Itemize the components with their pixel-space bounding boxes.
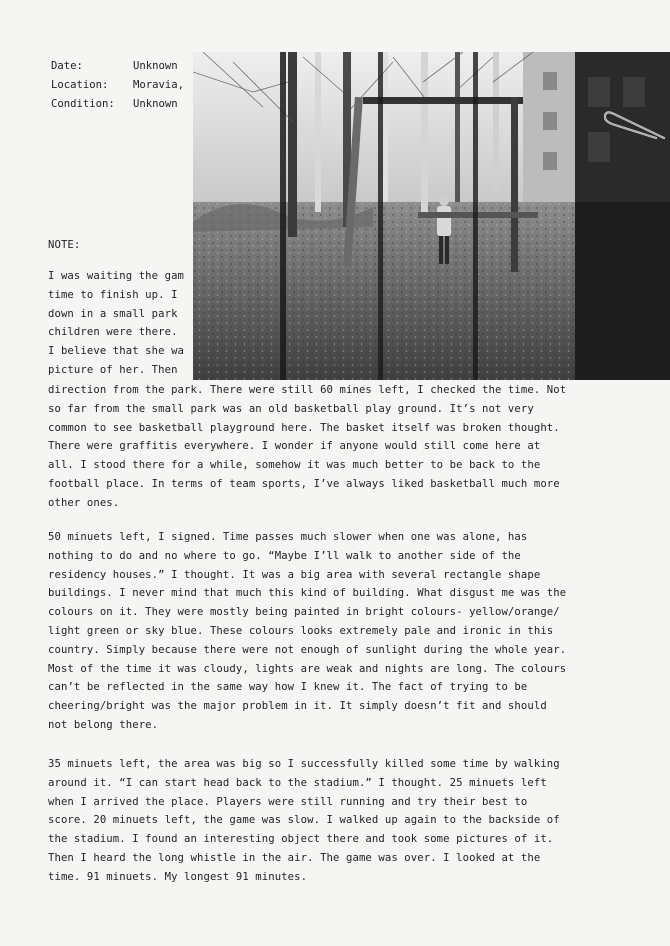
text-line: around it. “I can start head back to the stadium.” I thought. 25 minuets left bbox=[48, 776, 547, 789]
paperclip-icon bbox=[604, 108, 670, 142]
text-line: nothing to do and no where to go. “Maybe I’ll walk to another side of the bbox=[48, 549, 521, 562]
text-line: Then I heard the long whistle in the air. The game was over. I looked at the bbox=[48, 851, 541, 864]
text-line: when I arrived the place. Players were still running and try their best to bbox=[48, 795, 528, 808]
photo-illustration bbox=[193, 52, 670, 380]
meta-key: Date: bbox=[51, 60, 83, 72]
meta-key: Location: bbox=[51, 79, 109, 91]
paragraph-stadium bbox=[48, 755, 633, 887]
text-line: football place. In terms of team sports, I’ve always liked basketball much more bbox=[48, 477, 560, 490]
text-line: not belong there. bbox=[48, 718, 159, 731]
text-line: cheering/bright was the major problem in it. It simply doesn’t fit and should bbox=[48, 700, 547, 713]
text-line: down in a small park bbox=[48, 307, 178, 320]
meta-location bbox=[51, 76, 184, 95]
intro-paragraph bbox=[48, 267, 193, 380]
text-line: can’t be reflected in the same way how I knew it. The fact of trying to be bbox=[48, 681, 528, 694]
text-line: so far from the small park was an old basketball play ground. It’s not very bbox=[48, 402, 534, 415]
text-line: picture of her. Then bbox=[48, 363, 178, 376]
text-line: Most of the time it was cloudy, lights are weak and nights are long. The colours bbox=[48, 662, 567, 675]
park-photograph bbox=[193, 52, 670, 380]
paragraph-basketball bbox=[48, 381, 633, 513]
text-line: colours on it. They were mostly being painted in bright colours- yellow/orange/ bbox=[48, 606, 560, 619]
text-line: other ones. bbox=[48, 496, 120, 509]
text-line: the stadium. I found an interesting object there and took some pictures of it. bbox=[48, 833, 554, 846]
text-line: residency houses.” I thought. It was a big area with several rectangle shape bbox=[48, 568, 541, 581]
text-line: all. I stood there for a while, somehow it was much better to be back to the bbox=[48, 459, 541, 472]
text-line: 50 minuets left, I signed. Time passes much slower when one was alone, has bbox=[48, 531, 528, 543]
text-line: There were graffitis everywhere. I wonder if anyone would still come here at bbox=[48, 440, 541, 453]
text-line: time to finish up. I bbox=[48, 288, 178, 301]
meta-condition bbox=[51, 95, 178, 114]
meta-value: Unknown bbox=[133, 98, 178, 110]
text-line: time. 91 minuets. My longest 91 minutes. bbox=[48, 870, 308, 883]
text-line: 35 minuets left, the area was big so I successfully killed some time by walking bbox=[48, 758, 560, 770]
meta-key: Condition: bbox=[51, 98, 115, 110]
text-line: common to see basketball playground here. The basket itself was broken thought. bbox=[48, 421, 560, 434]
text-line: direction from the park. There were still 60 mines left, I checked the time. Not bbox=[48, 384, 567, 396]
text-line: score. 20 minuets left, the game was slow. I walked up again to the backside of bbox=[48, 814, 560, 827]
text-line: I believe that she wa bbox=[48, 345, 185, 358]
note-heading: NOTE: bbox=[48, 239, 81, 251]
text-line: I was waiting the gam bbox=[48, 270, 185, 282]
text-line: children were there. bbox=[48, 326, 178, 339]
text-line: light green or sky blue. These colours looks extremely pale and ironic in this bbox=[48, 624, 554, 637]
text-line: country. Simply because there were not enough of sunlight during the whole year. bbox=[48, 643, 567, 656]
meta-value: Moravia, bbox=[133, 79, 185, 91]
meta-value: Unknown bbox=[133, 60, 178, 72]
meta-date bbox=[51, 57, 178, 76]
paragraph-colours bbox=[48, 528, 633, 735]
text-line: buildings. I never mind that much this kind of building. What disgust me was the bbox=[48, 587, 567, 600]
